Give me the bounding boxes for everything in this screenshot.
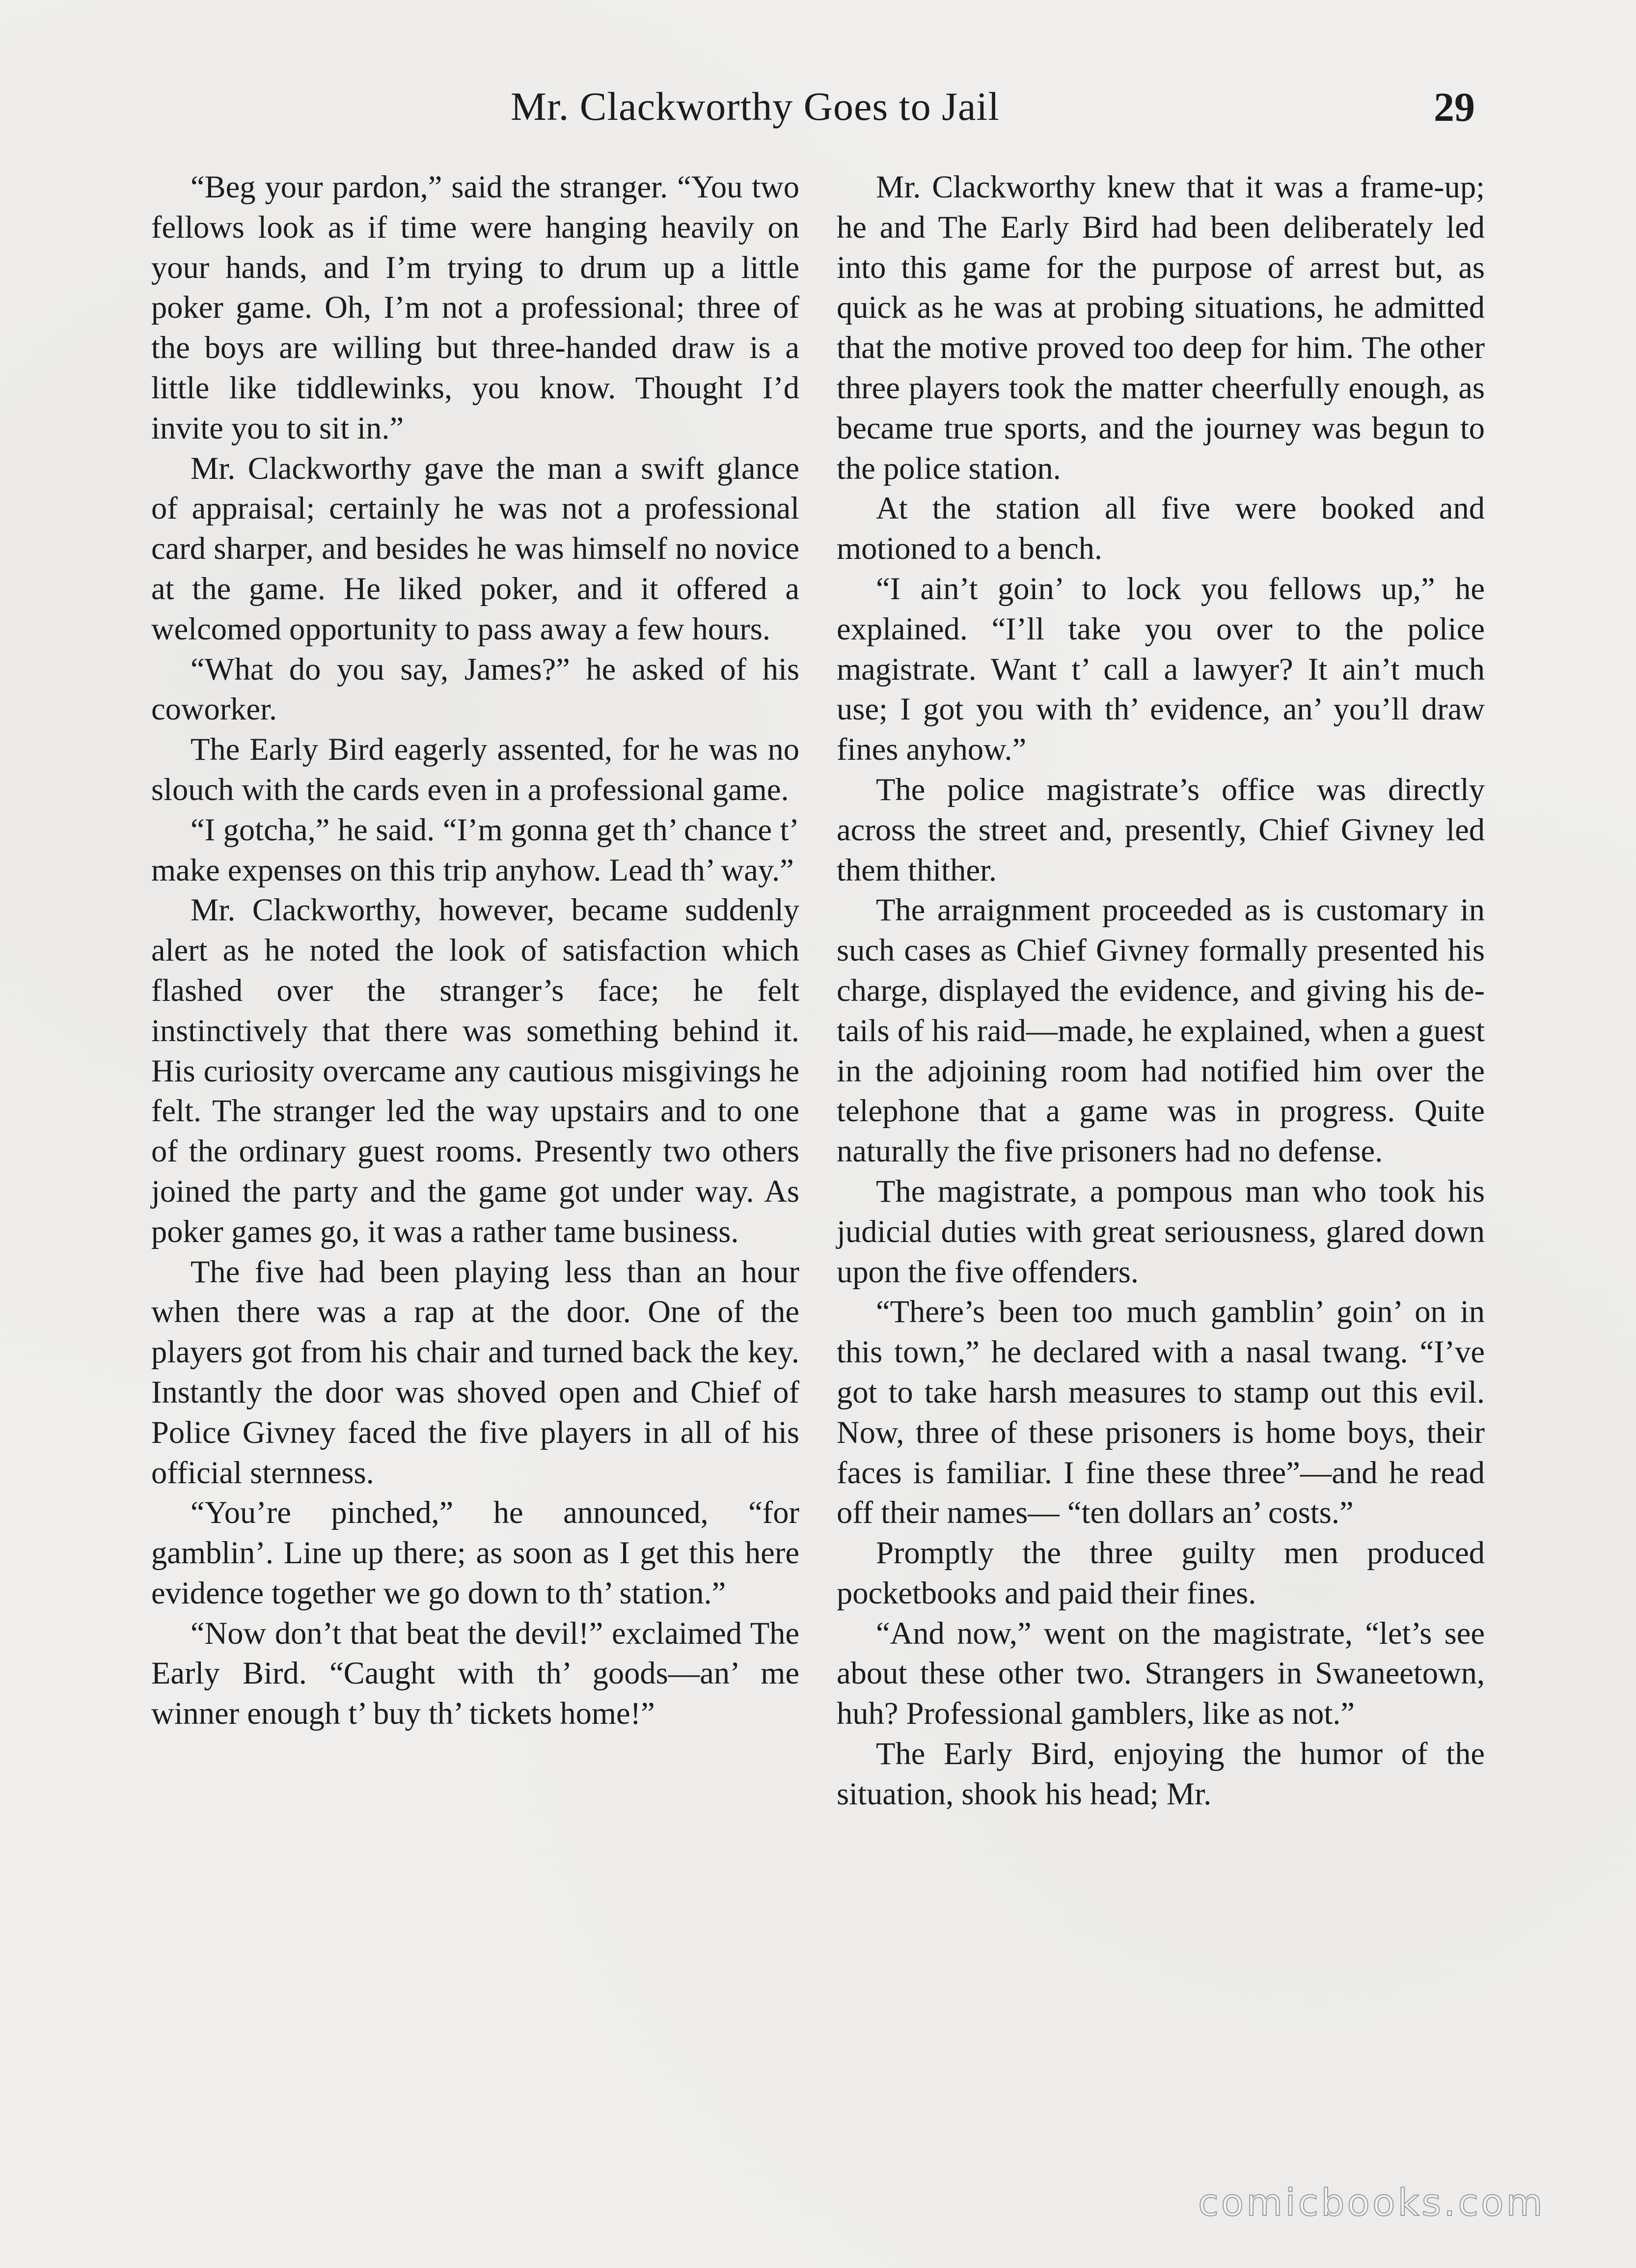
paragraph: “I ain’t goin’ to lock you fellows up,” he explained. “I’ll take you over to the police magistrate. Want t’ call a lawyer? It ain’t much use; I got you with th’ evidence, an’ you’ll draw fines anyhow.” [837,571,1485,767]
watermark: comicbooks.com [1198,2181,1545,2224]
paragraph: The Early Bird, enjoying the humor of the situation, shook his head; Mr. [837,1736,1485,1811]
paragraph: “I gotcha,” he said. “I’m gonna get th’ chance t’ make expenses on this trip anyhow. Lead th’ way.” [151,812,799,887]
paragraph: “Now don’t that beat the devil!” exclaimed The Early Bird. “Caught with th’ goods—an’ me winner enough t’ buy th’ tickets home!” [151,1615,799,1731]
paragraph: “And now,” went on the magistrate, “let’s see about these other two. Strangers in Swaneetown, huh? Professional gamblers, like as not.” [837,1615,1485,1731]
paragraph: The police magistrate’s office was directly across the street and, presently, Chief Givney led them thither. [837,772,1485,887]
page-number: 29 [1434,84,1475,130]
paragraph: The arraignment proceeded as is customary in such cases as Chief Givney formally presented his charge, displayed the evidence, and giving his details of his raid—made, he explained, when a guest in the adjoining room had notified him over the telephone that a game was in progress. Quite naturally the five prisoners had no defense. [837,892,1485,1169]
paragraph: “Beg your pardon,” said the stranger. “You two fellows look as if time were hanging heavily on your hands, and I’m trying to drum up a little poker game. Oh, I’m not a professional; three of the boys are willing but three-handed draw is a little like tiddlewinks, you know. Thought I’d invite you to sit in.” [151,169,799,445]
paragraph: The magistrate, a pompous man who took his judicial duties with great seriousness, glared down upon the five offenders. [837,1173,1485,1289]
running-head [0,83,1636,138]
paragraph: “There’s been too much gamblin’ goin’ on in this town,” he declared with a nasal twang. “I’ve got to take harsh measures to stamp out this evil. Now, three of these prisoners is home boys, their faces is familiar. I fine these three”—and he read off their names— “ten dollars an’ costs.” [837,1294,1485,1530]
paragraph: Mr. Clackworthy, however, became suddenly alert as he noted the look of satisfaction which flashed over the stranger’s face; he felt instinctively that there was something behind it. His curiosity overcame any cautious misgivings he felt. The stranger led the way upstairs and to one of the ordinary guest rooms. Presently two others joined the party and the game got under way. As poker games go, it was a rather tame business. [151,892,799,1249]
paragraph: “What do you say, James?” he asked of his coworker. [151,651,799,727]
paragraph: Promptly the three guilty men produced pocketbooks and paid their fines. [837,1535,1485,1610]
right-column [837,167,1485,1814]
paragraph: “You’re pinched,” he announced, “for gamblin’. Line up there; as soon as I get this here evidence together we go down to th’ station.” [151,1495,799,1610]
left-column [151,167,799,1734]
paragraph: Mr. Clackworthy gave the man a swift glance of appraisal; certainly he was not a professional card sharper, and besides he was himself no novice at the game. He liked poker, and it offered a welcomed opportunity to pass away a few hours. [151,450,799,646]
paragraph: The Early Bird eagerly assented, for he was no slouch with the cards even in a professional game. [151,732,799,807]
running-title: Mr. Clackworthy Goes to Jail [511,84,1000,129]
paragraph: At the station all five were booked and motioned to a bench. [837,491,1485,566]
paragraph: Mr. Clackworthy knew that it was a frame-up; he and The Early Bird had been deliberately led into this game for the purpose of arrest but, as quick as he was at probing situations, he admitted that the motive proved too deep for him. The other three players took the matter cheerfully enough, as became true sports, and the journey was begun to the police station. [837,169,1485,486]
paragraph: The five had been playing less than an hour when there was a rap at the door. One of the players got from his chair and turned back the key. Instantly the door was shoved open and Chief of Police Givney faced the five players in all of his official sternness. [151,1254,799,1490]
